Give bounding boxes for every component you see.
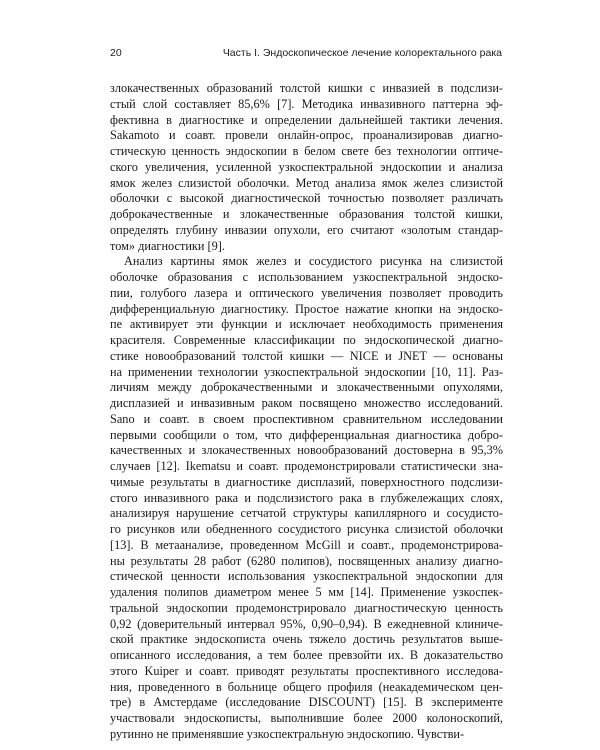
- text-line: фективна в диагностике и определении дальнейшей тактики лечения.: [110, 112, 503, 127]
- text-line: красителя. Современные классификации по эндоскопической диагно-: [110, 333, 503, 347]
- text-line: злокачественных образований толстой кишки с инвазией в подслизи-: [110, 81, 503, 95]
- text-line: [13]. В метаанализе, проведенном McGill и соавт., продемонстрирова-: [110, 537, 503, 552]
- page-header: [110, 47, 502, 65]
- text-line: го рисунков или обедненного сосудистого рисунка слизистой оболочки: [110, 522, 503, 536]
- text-line: стике новообразований толстой кишки — NICE и JNET — основаны: [110, 348, 503, 363]
- text-line: ны результаты 28 работ (6280 полипов), посвященных анализу диагно-: [110, 553, 503, 568]
- text-line: качественных и злокачественных новообразований достоверна в 95,3%: [110, 443, 503, 458]
- paragraph-2: [110, 254, 503, 742]
- text-line: на применении технологии узкоспектральной эндоскопии [10, 11]. Раз-: [110, 364, 503, 379]
- text-line: рутинно не применявшие узкоспектральную эндоскопию. Чувстви-: [110, 726, 465, 741]
- text-line: ского увеличения, усиленной узкоспектральной эндоскопии и анализа: [110, 159, 503, 174]
- text-line: определять глубину инвазии опухоли, его считают «золотым стандар-: [110, 222, 503, 237]
- text-line: первыми сообщили о том, что дифференциальная диагностика добро-: [110, 427, 503, 442]
- text-line: личиям между доброкачественными и злокачественными опухолями,: [110, 380, 503, 395]
- paragraph-1: [110, 81, 503, 254]
- body-text: [110, 81, 503, 743]
- text-line: 0,92 (доверительный интервал 95%, 0,90–0,94). В ежедневной клиниче-: [110, 616, 503, 631]
- running-title: Часть I. Эндоскопическое лечение колоректального рака: [222, 47, 502, 59]
- text-line: стый слой составляет 85,6% [7]. Методика инвазивного паттерна эф-: [110, 96, 503, 111]
- text-line: этого Kuiper и соавт. приводят результаты проспективного исследова-: [110, 663, 503, 678]
- text-line: том» диагностики [9].: [110, 238, 225, 253]
- page-number: 20: [110, 47, 122, 59]
- text-line: стической ценности использования узкоспектральной эндоскопии для: [110, 569, 503, 584]
- text-line: случаев [12]. Ikematsu и соавт. продемонстрировали статистически зна-: [110, 459, 503, 473]
- text-line: описанного исследования, а тем более превзойти их. В доказательство: [110, 648, 503, 662]
- text-line: дифференциальную диагностику. Простое нажатие кнопки на эндоско-: [110, 301, 503, 316]
- text-line: оболочки с высокой диагностической точностью позволяет различать: [110, 191, 503, 206]
- text-line: чимые результаты в диагностике дисплазий, поверхностного подслизи-: [110, 474, 503, 489]
- text-line: доброкачественные и злокачественные образования толстой кишки,: [110, 207, 503, 221]
- text-line: анализируя нарушение сетчатой структуры капиллярного и сосудисто-: [110, 506, 503, 521]
- text-line: ния, проведенного в больнице общего профиля (неакадемическом цен-: [110, 679, 503, 694]
- text-line: оболочке образования с использованием узкоспектральной эндоско-: [110, 270, 503, 284]
- text-line: ской практике эндоскописта очень тяжело достичь результатов выше-: [110, 632, 503, 647]
- text-line: пии, голубого лазера и оптического увеличения позволяет проводить: [110, 285, 503, 300]
- text-line: Анализ картины ямок желез и сосудистого рисунка на слизистой: [124, 254, 503, 269]
- text-line: дисплазией и инвазивным раком посвящено множество исследований.: [110, 396, 503, 410]
- text-line: тре) в Амстердаме (исследование DISCOUNT) [15]. В эксперименте: [110, 695, 503, 710]
- text-line: Sano и соавт. в своем проспективном сравнительном исследовании: [110, 411, 503, 426]
- text-line: стическую ценность эндоскопии в белом свете без технологии оптиче-: [110, 144, 503, 158]
- text-line: ямок желез слизистой оболочки. Метод анализа ямок желез слизистой: [110, 175, 503, 190]
- text-line: удаления полипов диаметром менее 5 мм [14]. Применение узкоспек-: [110, 585, 503, 599]
- text-line: тральной эндоскопии продемонстрировало диагностическую ценность: [110, 600, 503, 615]
- text-line: Sakamoto и соавт. провели онлайн-опрос, проанализировав диагно-: [110, 128, 503, 143]
- text-line: пе активирует эти функции и исключает необходимость применения: [110, 317, 503, 332]
- text-line: участвовали эндоскописты, выполнившие более 2000 колоноскопий,: [110, 711, 503, 725]
- text-line: стого инвазивного рака и подслизистого рака в глубжележащих слоях,: [110, 490, 503, 505]
